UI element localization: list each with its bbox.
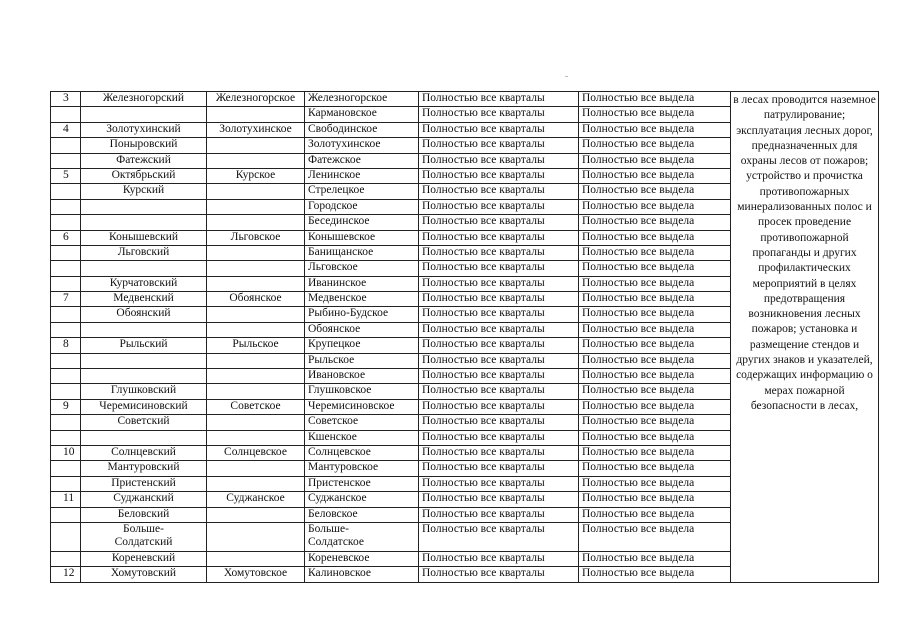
quarters-cell: Полностью все кварталы — [419, 138, 579, 153]
district-cell: Поныровский — [81, 138, 207, 153]
quarters-cell: Полностью все кварталы — [419, 399, 579, 414]
forestry-cell — [207, 322, 305, 337]
allotments-cell: Полностью все выдела — [579, 107, 731, 122]
section-forestry-cell: Солнцевское — [305, 445, 419, 460]
allotments-cell: Полностью все выдела — [579, 122, 731, 137]
allotments-cell: Полностью все выдела — [579, 445, 731, 460]
section-forestry-cell: Мантуровское — [305, 461, 419, 476]
allotments-cell: Полностью все выдела — [579, 292, 731, 307]
section-forestry-cell: Больше- Солдатское — [305, 522, 419, 551]
allotments-cell: Полностью все выдела — [579, 384, 731, 399]
forest-fire-measures-table — [50, 91, 879, 583]
section-forestry-cell: Золотухинское — [305, 138, 419, 153]
forestry-cell — [207, 507, 305, 522]
district-cell — [81, 369, 207, 384]
allotments-cell: Полностью все выдела — [579, 430, 731, 445]
district-cell — [81, 261, 207, 276]
quarters-cell: Полностью все кварталы — [419, 168, 579, 183]
allotments-cell: Полностью все выдела — [579, 199, 731, 214]
forestry-cell — [207, 307, 305, 322]
district-cell: Мантуровский — [81, 461, 207, 476]
row-number — [51, 138, 81, 153]
forestry-cell — [207, 369, 305, 384]
district-cell — [81, 107, 207, 122]
allotments-cell: Полностью все выдела — [579, 461, 731, 476]
forestry-cell: Золотухинское — [207, 122, 305, 137]
forestry-cell — [207, 215, 305, 230]
forestry-cell — [207, 551, 305, 566]
quarters-cell: Полностью все кварталы — [419, 292, 579, 307]
row-number — [51, 245, 81, 260]
forestry-cell — [207, 199, 305, 214]
row-number — [51, 353, 81, 368]
quarters-cell: Полностью все кварталы — [419, 230, 579, 245]
district-cell: Рыльский — [81, 338, 207, 353]
scan-artifact — [565, 76, 568, 77]
quarters-cell: Полностью все кварталы — [419, 353, 579, 368]
allotments-cell: Полностью все выдела — [579, 215, 731, 230]
row-number — [51, 261, 81, 276]
allotments-cell: Полностью все выдела — [579, 338, 731, 353]
row-number — [51, 476, 81, 491]
quarters-cell: Полностью все кварталы — [419, 384, 579, 399]
row-number: 12 — [51, 567, 81, 582]
forestry-cell: Суджанское — [207, 492, 305, 507]
quarters-cell: Полностью все кварталы — [419, 322, 579, 337]
forestry-cell — [207, 138, 305, 153]
quarters-cell: Полностью все кварталы — [419, 276, 579, 291]
quarters-cell: Полностью все кварталы — [419, 461, 579, 476]
row-number — [51, 415, 81, 430]
district-cell: Черемисиновский — [81, 399, 207, 414]
district-cell: Конышевский — [81, 230, 207, 245]
district-cell: Медвенский — [81, 292, 207, 307]
allotments-cell: Полностью все выдела — [579, 522, 731, 551]
fire-prevention-measures-note: в лесах проводится наземное патрулирование; эксплуатация лесных дорог, предназначенных для охраны лесов от пожаров; устройство и прочистка противопожарных минерализованных полос и просек проведение противопожарной пропаганды и других профилактических мероприятий в целях предотвращения возникновения лесных пожаров; установка и размещение стендов и других знаков и указателей, содержащих информацию о мерах пожарной безопасности в лесах, — [731, 92, 879, 583]
quarters-cell: Полностью все кварталы — [419, 445, 579, 460]
section-forestry-cell: Пристенское — [305, 476, 419, 491]
allotments-cell: Полностью все выдела — [579, 138, 731, 153]
row-number — [51, 384, 81, 399]
quarters-cell: Полностью все кварталы — [419, 153, 579, 168]
row-number — [51, 276, 81, 291]
section-forestry-cell: Конышевское — [305, 230, 419, 245]
quarters-cell: Полностью все кварталы — [419, 415, 579, 430]
row-number — [51, 322, 81, 337]
allotments-cell: Полностью все выдела — [579, 245, 731, 260]
forestry-cell: Советское — [207, 399, 305, 414]
row-number — [51, 107, 81, 122]
forestry-cell — [207, 276, 305, 291]
quarters-cell: Полностью все кварталы — [419, 261, 579, 276]
row-number — [51, 215, 81, 230]
row-number: 3 — [51, 92, 81, 107]
quarters-cell: Полностью все кварталы — [419, 551, 579, 566]
quarters-cell: Полностью все кварталы — [419, 338, 579, 353]
district-cell: Золотухинский — [81, 122, 207, 137]
row-number — [51, 153, 81, 168]
forestry-cell — [207, 522, 305, 551]
row-number: 6 — [51, 230, 81, 245]
section-forestry-cell: Рыбино-Будское — [305, 307, 419, 322]
forestry-cell — [207, 384, 305, 399]
allotments-cell: Полностью все выдела — [579, 476, 731, 491]
district-cell — [81, 430, 207, 445]
allotments-cell: Полностью все выдела — [579, 399, 731, 414]
row-number — [51, 430, 81, 445]
district-cell: Курский — [81, 184, 207, 199]
section-forestry-cell: Свободинское — [305, 122, 419, 137]
district-cell: Пристенский — [81, 476, 207, 491]
forestry-cell — [207, 107, 305, 122]
section-forestry-cell: Калиновское — [305, 567, 419, 582]
row-number — [51, 551, 81, 566]
forestry-cell — [207, 430, 305, 445]
allotments-cell: Полностью все выдела — [579, 492, 731, 507]
section-forestry-cell: Кармановское — [305, 107, 419, 122]
quarters-cell: Полностью все кварталы — [419, 492, 579, 507]
section-forestry-cell: Черемисиновское — [305, 399, 419, 414]
quarters-cell: Полностью все кварталы — [419, 430, 579, 445]
allotments-cell: Полностью все выдела — [579, 184, 731, 199]
section-forestry-cell: Суджанское — [305, 492, 419, 507]
district-cell — [81, 353, 207, 368]
section-forestry-cell: Ленинское — [305, 168, 419, 183]
forestry-cell — [207, 184, 305, 199]
row-number — [51, 307, 81, 322]
row-number — [51, 199, 81, 214]
forestry-cell — [207, 261, 305, 276]
forestry-cell — [207, 245, 305, 260]
forestry-cell: Обоянское — [207, 292, 305, 307]
allotments-cell: Полностью все выдела — [579, 92, 731, 107]
district-cell: Обоянский — [81, 307, 207, 322]
table-row — [51, 92, 879, 107]
allotments-cell: Полностью все выдела — [579, 307, 731, 322]
section-forestry-cell: Рыльское — [305, 353, 419, 368]
section-forestry-cell: Стрелецкое — [305, 184, 419, 199]
district-cell — [81, 215, 207, 230]
row-number — [51, 461, 81, 476]
forestry-cell — [207, 353, 305, 368]
quarters-cell: Полностью все кварталы — [419, 184, 579, 199]
row-number: 7 — [51, 292, 81, 307]
quarters-cell: Полностью все кварталы — [419, 199, 579, 214]
section-forestry-cell: Иванинское — [305, 276, 419, 291]
row-number: 10 — [51, 445, 81, 460]
quarters-cell: Полностью все кварталы — [419, 307, 579, 322]
allotments-cell: Полностью все выдела — [579, 353, 731, 368]
quarters-cell: Полностью все кварталы — [419, 122, 579, 137]
row-number — [51, 369, 81, 384]
quarters-cell: Полностью все кварталы — [419, 476, 579, 491]
district-cell: Кореневский — [81, 551, 207, 566]
row-number — [51, 522, 81, 551]
allotments-cell: Полностью все выдела — [579, 551, 731, 566]
district-cell — [81, 199, 207, 214]
district-cell: Октябрьский — [81, 168, 207, 183]
allotments-cell: Полностью все выдела — [579, 261, 731, 276]
row-number: 9 — [51, 399, 81, 414]
allotments-cell: Полностью все выдела — [579, 567, 731, 582]
section-forestry-cell: Кореневское — [305, 551, 419, 566]
section-forestry-cell: Беловское — [305, 507, 419, 522]
row-number: 5 — [51, 168, 81, 183]
allotments-cell: Полностью все выдела — [579, 168, 731, 183]
district-cell: Хомутовский — [81, 567, 207, 582]
quarters-cell: Полностью все кварталы — [419, 245, 579, 260]
forestry-cell — [207, 476, 305, 491]
district-cell: Фатежский — [81, 153, 207, 168]
section-forestry-cell: Советское — [305, 415, 419, 430]
district-cell: Глушковский — [81, 384, 207, 399]
allotments-cell: Полностью все выдела — [579, 153, 731, 168]
section-forestry-cell: Обоянское — [305, 322, 419, 337]
forestry-cell: Курское — [207, 168, 305, 183]
section-forestry-cell: Кшенское — [305, 430, 419, 445]
district-cell: Больше- Солдатский — [81, 522, 207, 551]
district-cell: Беловский — [81, 507, 207, 522]
forestry-cell — [207, 461, 305, 476]
quarters-cell: Полностью все кварталы — [419, 567, 579, 582]
allotments-cell: Полностью все выдела — [579, 415, 731, 430]
allotments-cell: Полностью все выдела — [579, 369, 731, 384]
forestry-cell — [207, 153, 305, 168]
forestry-cell: Хомутовское — [207, 567, 305, 582]
allotments-cell: Полностью все выдела — [579, 322, 731, 337]
district-cell: Курчатовский — [81, 276, 207, 291]
row-number: 8 — [51, 338, 81, 353]
section-forestry-cell: Железногорское — [305, 92, 419, 107]
section-forestry-cell: Городское — [305, 199, 419, 214]
district-cell — [81, 322, 207, 337]
section-forestry-cell: Ивановское — [305, 369, 419, 384]
district-cell: Железногорский — [81, 92, 207, 107]
forestry-cell: Солнцевское — [207, 445, 305, 460]
quarters-cell: Полностью все кварталы — [419, 522, 579, 551]
section-forestry-cell: Медвенское — [305, 292, 419, 307]
allotments-cell: Полностью все выдела — [579, 230, 731, 245]
forestry-cell: Железногорское — [207, 92, 305, 107]
section-forestry-cell: Фатежское — [305, 153, 419, 168]
row-number — [51, 507, 81, 522]
district-cell: Суджанский — [81, 492, 207, 507]
section-forestry-cell: Глушковское — [305, 384, 419, 399]
section-forestry-cell: Банищанское — [305, 245, 419, 260]
row-number: 4 — [51, 122, 81, 137]
section-forestry-cell: Бесединское — [305, 215, 419, 230]
forestry-cell — [207, 415, 305, 430]
quarters-cell: Полностью все кварталы — [419, 215, 579, 230]
allotments-cell: Полностью все выдела — [579, 507, 731, 522]
section-forestry-cell: Крупецкое — [305, 338, 419, 353]
row-number: 11 — [51, 492, 81, 507]
section-forestry-cell: Льговское — [305, 261, 419, 276]
district-cell: Льговский — [81, 245, 207, 260]
quarters-cell: Полностью все кварталы — [419, 92, 579, 107]
forestry-cell: Рыльское — [207, 338, 305, 353]
quarters-cell: Полностью все кварталы — [419, 507, 579, 522]
quarters-cell: Полностью все кварталы — [419, 107, 579, 122]
row-number — [51, 184, 81, 199]
forestry-cell: Льговское — [207, 230, 305, 245]
district-cell: Солнцевский — [81, 445, 207, 460]
allotments-cell: Полностью все выдела — [579, 276, 731, 291]
quarters-cell: Полностью все кварталы — [419, 369, 579, 384]
district-cell: Советский — [81, 415, 207, 430]
